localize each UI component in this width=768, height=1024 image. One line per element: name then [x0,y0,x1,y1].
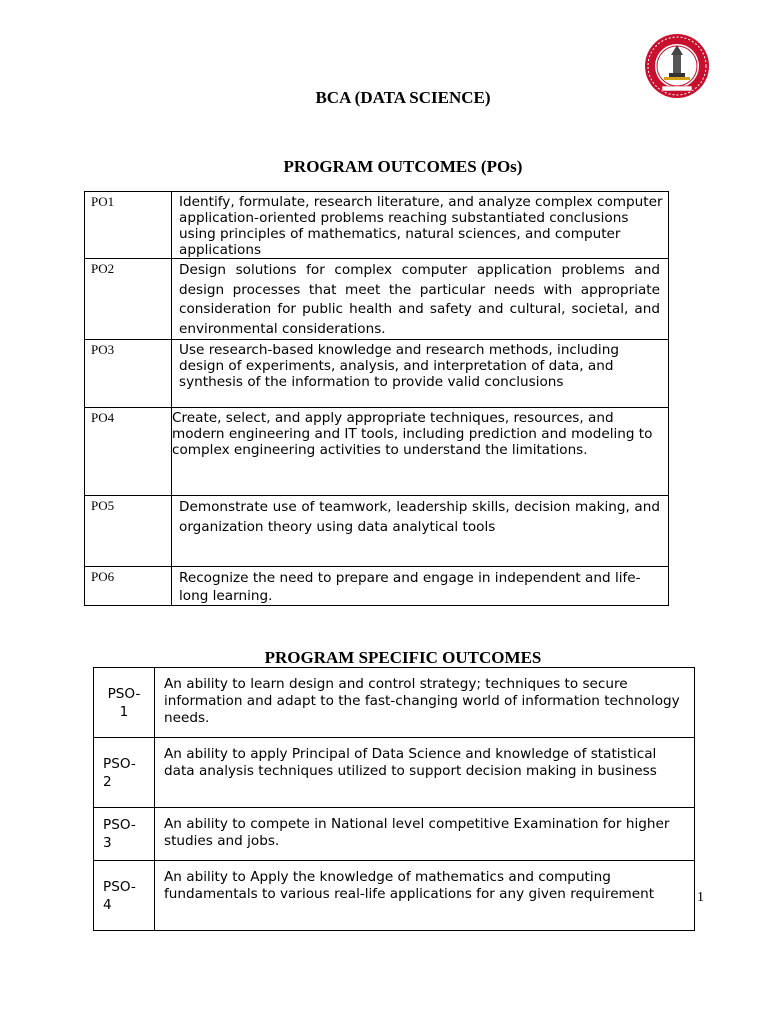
pso-description: An ability to learn design and control strategy; techniques to secure information and adapt to the fast-changing world of information technology needs. [155,668,695,738]
pso-code: PSO-4 [103,878,136,913]
pso-code: PSO-2 [103,755,136,790]
pso-description: An ability to Apply the knowledge of mathematics and computing fundamentals to various real-life applications for any given requirement [155,861,695,931]
po-description: Identify, formulate, research literature, and analyze complex computer application-oriented problems reaching substantiated conclusions using principles of mathematics, natural sciences, and computer applications [179,194,663,258]
po-description: Use research-based knowledge and research methods, including design of experiments, analysis, and interpretation of data, and synthesis of the information to provide valid conclusions [179,342,619,390]
pso-code: PSO-1 [107,685,141,720]
table-row [94,668,695,738]
po-code: PO3 [85,340,172,408]
table-row [85,192,669,259]
table-row [94,808,695,861]
po-code: PO2 [85,259,172,340]
pso-code: PSO-3 [103,817,136,851]
po-description: Create, select, and apply appropriate techniques, resources, and modern engineering and IT tools, including prediction and modeling to complex engineering activities to understand the limitations. [172,410,653,458]
pso-description: An ability to compete in National level competitive Examination for higher studies and jobs. [155,808,695,861]
document-title: BCA (DATA SCIENCE) [315,88,491,107]
program-specific-outcomes-table [93,667,695,931]
po-description: Recognize the need to prepare and engage in independent and life-long learning. [179,570,641,604]
program-outcomes-table [84,191,669,606]
table-row [85,259,669,340]
po-code: PO1 [85,192,172,259]
table-row [85,567,669,606]
po-description: Design solutions for complex computer application problems and design processes that meet the particular needs with appropriate consideration for public health and safety and cultural, societal, and environmental considerations. [179,262,660,337]
program-specific-outcomes-heading: PROGRAM SPECIFIC OUTCOMES [264,648,542,667]
table-row [94,861,695,931]
pso-description: An ability to apply Principal of Data Science and knowledge of statistical data analysis techniques utilized to support decision making in business [155,738,695,808]
program-outcomes-heading: PROGRAM OUTCOMES (POs) [283,157,523,176]
po-code: PO5 [85,496,172,567]
table-row [94,738,695,808]
table-row [85,496,669,567]
page-number: 1 [697,890,704,905]
po-description: Demonstrate use of teamwork, leadership skills, decision making, and organization theory using data analytical tools [179,499,660,535]
po-code: PO6 [85,567,172,606]
table-row [85,408,669,496]
po-code: PO4 [85,408,172,496]
table-row [85,340,669,408]
